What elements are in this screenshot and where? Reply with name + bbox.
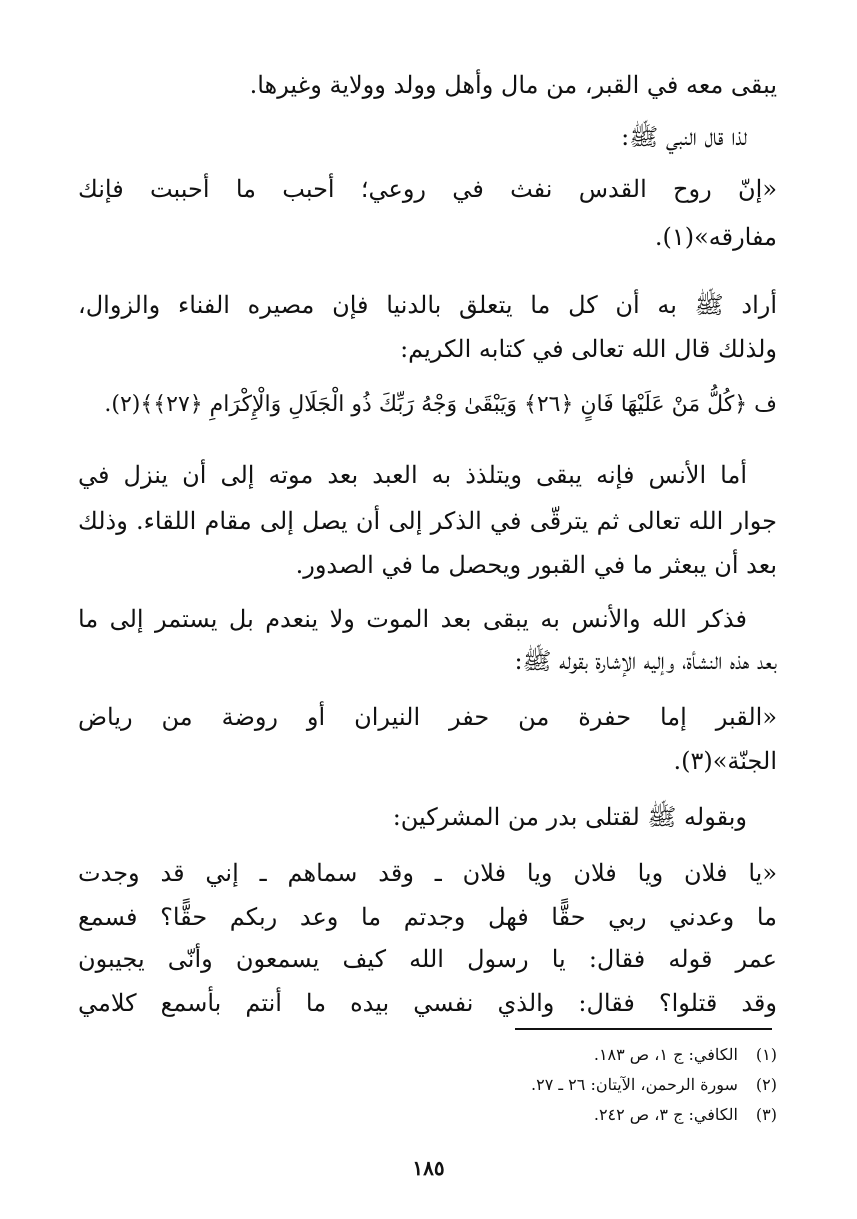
- text-line: بعد هذه النشأة، وإليه الإشارة بقوله ﷺ:: [514, 647, 777, 675]
- footnote-text: الكافي: ج ١، ص ١٨٣.: [593, 1045, 738, 1064]
- footnote-divider: [515, 1028, 772, 1030]
- page-number: ١٨٥: [412, 1156, 445, 1180]
- footnote: [417, 1104, 777, 1126]
- text-line: فذكر الله والأنس به يبقى بعد الموت ولا ينعدم بل يستمر إلى ما: [78, 605, 747, 633]
- text-line: أراد ﷺ به أن كل ما يتعلق بالدنيا فإن مصيره الفناء والزوال،: [78, 291, 777, 319]
- footnote: [417, 1074, 777, 1096]
- quran-verse: ف ﴿كُلُّ مَنْ عَلَيْهَا فَانٍ ﴿٢٦﴾ وَيَبْقَىٰ وَجْهُ رَبِّكَ ذُو الْجَلَالِ وَالْإِكْرَامِ ﴿٢٧﴾﴾(٢).: [104, 392, 777, 417]
- quote-line: الجنّة»(٣).: [673, 747, 777, 775]
- footnote-text: سورة الرحمن، الآيتان: ٢٦ ـ ٢٧.: [531, 1075, 738, 1094]
- quote-line: «القبر إما حفرة من حفر النيران أو روضة من رياض: [78, 703, 777, 731]
- quote-line: وقد قتلوا؟ فقال: والذي نفسي بيده ما أنتم بأسمع كلامي: [78, 989, 777, 1017]
- text-line: يبقى معه في القبر، من مال وأهل وولد وولاية وغيرها.: [249, 71, 777, 99]
- text-line: جوار الله تعالى ثم يترقّى في الذكر إلى أن يصل إلى مقام اللقاء. وذلك: [78, 507, 777, 535]
- footnote-number: (١): [755, 1045, 777, 1064]
- text-line: بعد أن يبعثر ما في القبور ويحصل ما في الصدور.: [295, 551, 777, 579]
- text-line: أما الأنس فإنه يبقى ويتلذذ به العبد بعد موته إلى أن ينزل في: [78, 461, 747, 489]
- text-line: وبقوله ﷺ لقتلى بدر من المشركين:: [392, 803, 747, 831]
- footnote-number: (٣): [755, 1105, 777, 1124]
- footnote-number: (٢): [755, 1075, 777, 1094]
- quote-line: مفارقه»(١).: [654, 223, 777, 251]
- text-line: لذا قال النبي ﷺ:: [621, 123, 747, 151]
- footnote: [417, 1044, 777, 1066]
- quote-line: «يا فلان ويا فلان ويا فلان ـ وقد سماهم ـ إني قد وجدت: [78, 859, 777, 887]
- quote-line: ما وعدني ربي حقًّا فهل وجدتم ما وعد ربكم حقًّا؟ فسمع: [78, 903, 777, 931]
- text-line: ولذلك قال الله تعالى في كتابه الكريم:: [400, 335, 777, 363]
- quote-line: «إنّ روح القدس نفث في روعي؛ أحبب ما أحببت فإنك: [78, 175, 777, 203]
- quote-line: عمر قوله فقال: يا رسول الله كيف يسمعون وأنّى يجيبون: [78, 945, 777, 973]
- footnote-text: الكافي: ج ٣، ص ٢٤٢.: [593, 1105, 738, 1124]
